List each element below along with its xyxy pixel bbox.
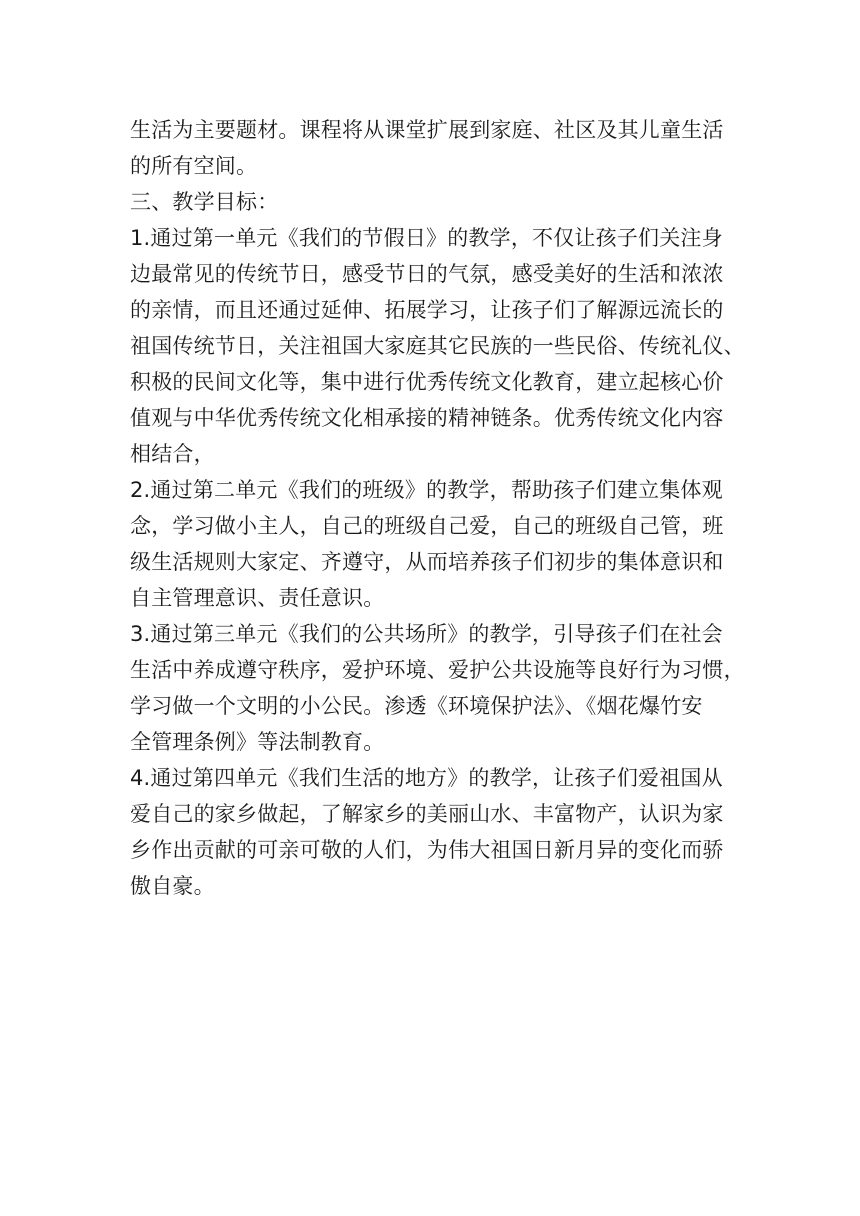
text-line: 学习做一个文明的小公民。渗透《环境保护法》、《烟花爆竹安 [130,694,703,718]
text-line: 值观与中华优秀传统文化相承接的精神链条。优秀传统文化内容 [130,406,724,430]
text-line: 的亲情，而且还通过延伸、拓展学习，让孩子们了解源远流长的 [130,298,724,322]
text-line: 自主管理意识、责任意识。 [130,586,385,610]
text-line: 念，学习做小主人，自己的班级自己爱，自己的班级自己管，班 [130,514,724,538]
text-line: 生活为主要题材。课程将从课堂扩展到家庭、社区及其儿童生活 [130,118,724,142]
section-heading: 三、教学目标： [130,190,279,214]
text-line: 祖国传统节日，关注祖国大家庭其它民族的一些民俗、传统礼仪、 [130,334,745,358]
text-line: 乡作出贡献的可亲可敬的人们，为伟大祖国日新月异的变化而骄 [130,838,724,862]
text-line: 爱自己的家乡做起，了解家乡的美丽山水、丰富物产，认识为家 [130,802,724,826]
text-line: 边最常见的传统节日，感受节日的气氛，感受美好的生活和浓浓 [130,262,724,286]
text-line: 生活中养成遵守秩序，爱护环境、爱护公共设施等良好行为习惯， [130,658,745,682]
text-line: 4.通过第四单元《我们生活的地方》的教学，让孩子们爱祖国从 [130,766,723,790]
document-body [130,112,745,904]
text-line: 相结合， [130,442,215,466]
text-line: 全管理条例》等法制教育。 [130,730,385,754]
text-line: 2.通过第二单元《我们的班级》的教学，帮助孩子们建立集体观 [130,478,723,502]
text-line: 的所有空间。 [130,154,258,178]
text-line: 傲自豪。 [130,874,215,898]
text-line: 级生活规则大家定、齐遵守，从而培养孩子们初步的集体意识和 [130,550,724,574]
text-line: 积极的民间文化等，集中进行优秀传统文化教育，建立起核心价 [130,370,724,394]
text-line: 1.通过第一单元《我们的节假日》的教学，不仅让孩子们关注身 [130,226,723,250]
text-line: 3.通过第三单元《我们的公共场所》的教学，引导孩子们在社会 [130,622,723,646]
